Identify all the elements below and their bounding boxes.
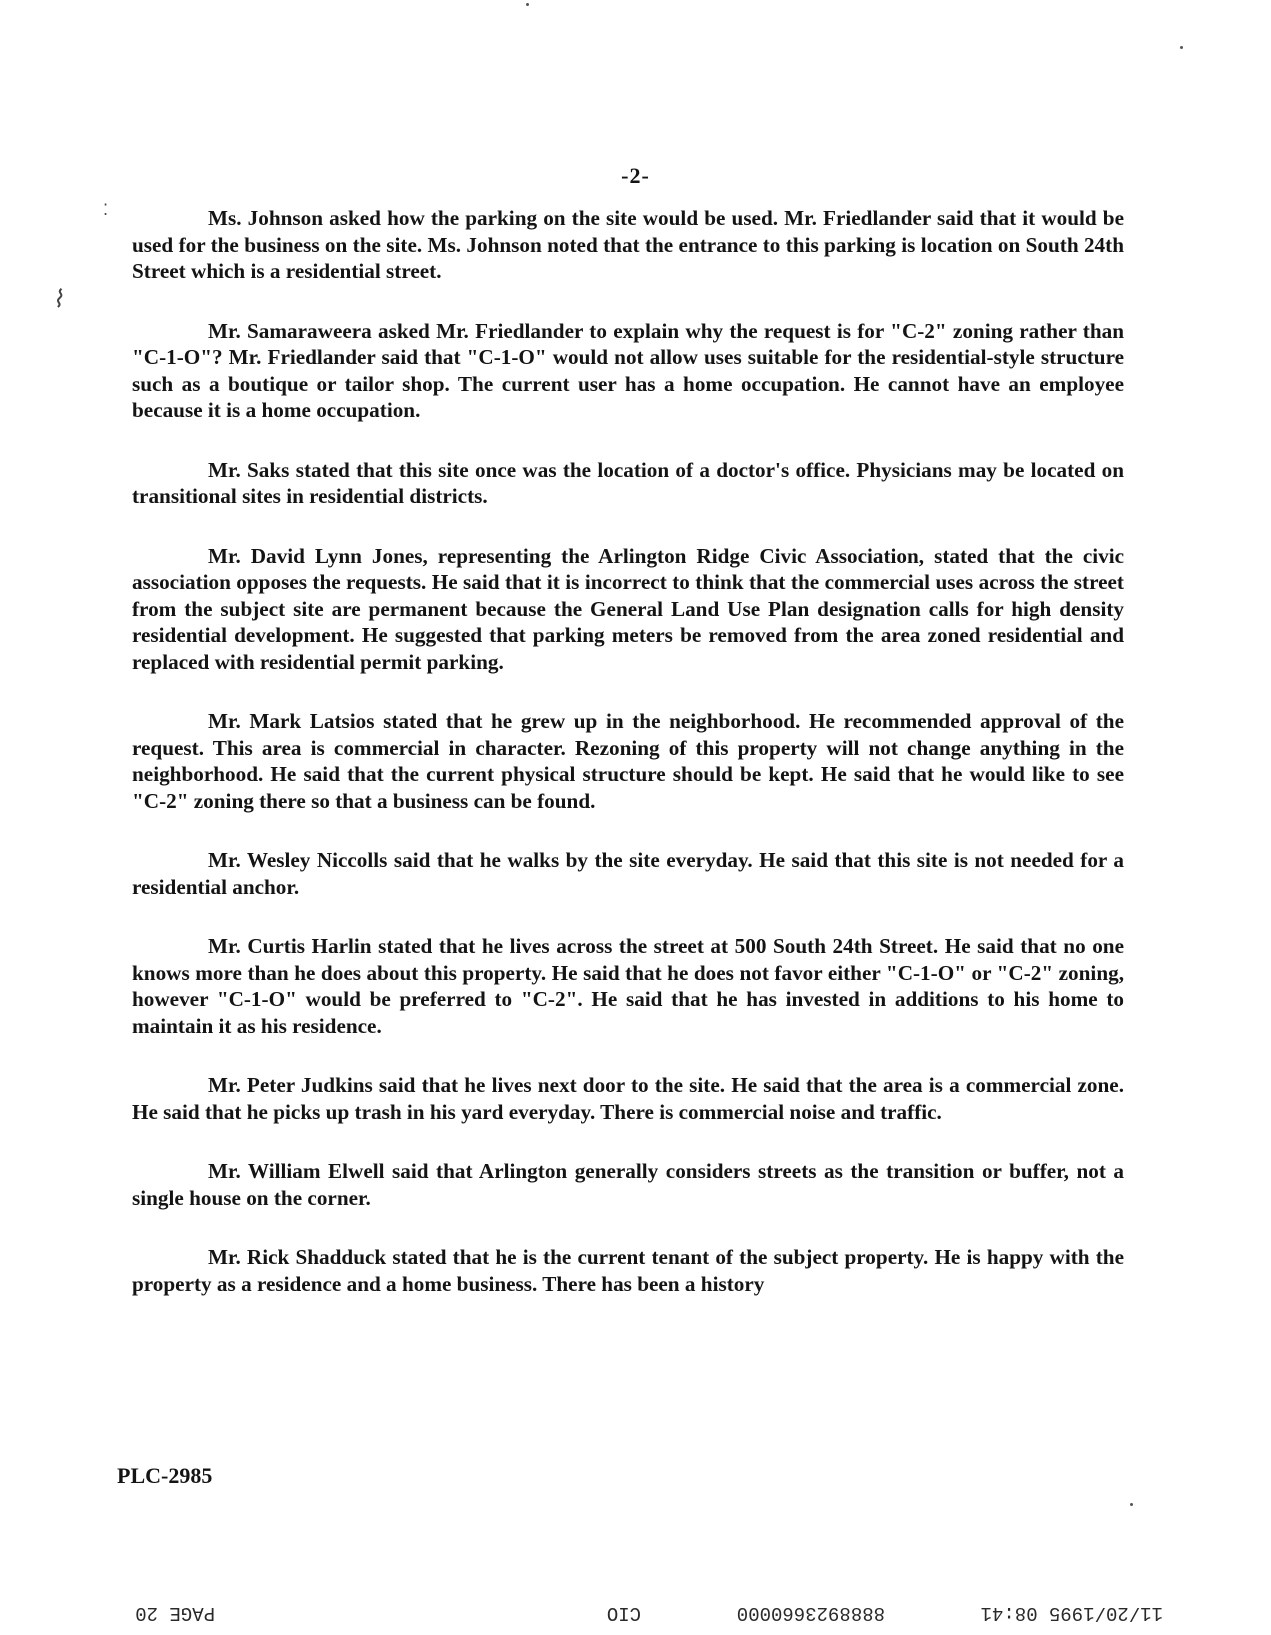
scan-speck (1130, 1503, 1133, 1506)
paragraph: Mr. Rick Shadduck stated that he is the current tenant of the subject property. He is happy with the property as a residence and a home business. There has been a history (132, 1245, 1124, 1296)
scan-speck (526, 3, 529, 6)
scan-speck (1180, 46, 1183, 49)
document-id: PLC-2985 (117, 1463, 213, 1488)
paragraph: Mr. David Lynn Jones, representing the Arlington Ridge Civic Association, stated that the civic association opposes the requests. He said that it is incorrect to think that the commercial uses across the street from the subject site are permanent because the General Land Use Plan designation calls for high density residential development. He suggested that parking meters be removed from the area zoned residential and replaced with residential permit parking. (132, 543, 1124, 674)
paragraph: Mr. Peter Judkins said that he lives next door to the site. He said that the area is a commercial zone. He said that he picks up trash in his yard everyday. There is commercial noise and traffic. (132, 1073, 1124, 1124)
paragraph: Mr. William Elwell said that Arlington generally considers streets as the transition or buffer, not a single house on the corner. (132, 1159, 1124, 1210)
fax-number: 8888923660000 (736, 1602, 885, 1624)
fax-page-number: PAGE 20 (135, 1602, 215, 1624)
paragraph: Mr. Samaraweera asked Mr. Friedlander to explain why the request is for "C-2" zoning rather than "C-1-O"? Mr. Friedlander said that "C-1-O" would not allow uses suitable for the residential-style structure such as a boutique or tailor shop. The current user has a home occupation. He cannot have an employee because it is a home occupation. (132, 318, 1124, 422)
fax-transmission-header (0, 1600, 1271, 1628)
margin-initials-mark: ⌇ (52, 285, 64, 313)
margin-scribble: ⁚ (103, 200, 109, 219)
body-text (132, 205, 1124, 1330)
paragraph: Mr. Curtis Harlin stated that he lives across the street at 500 South 24th Street. He said that no one knows more than he does about this property. He said that he does not favor either "C-1-O" or "C-2" zoning, however "C-1-O" would be preferred to "C-2". He said that he has invested in additions to his home to maintain it as his residence. (132, 934, 1124, 1038)
page-number: -2- (621, 163, 650, 188)
paragraph: Mr. Saks stated that this site once was the location of a doctor's office. Physicians may be located on transitional sites in residential districts. (132, 457, 1124, 508)
paragraph: Ms. Johnson asked how the parking on the site would be used. Mr. Friedlander said that it would be used for the business on the site. Ms. Johnson noted that the entrance to this parking is location on South 24th Street which is a residential street. (132, 206, 1124, 283)
fax-organization: CIO (606, 1602, 641, 1624)
fax-timestamp: 11/20/1995 08:41 (980, 1602, 1163, 1624)
paragraph: Mr. Mark Latsios stated that he grew up in the neighborhood. He recommended approval of the request. This area is commercial in character. Rezoning of this property will not change anything in the neighborhood. He said that the current physical structure should be kept. He said that he would like to see "C-2" zoning there so that a business can be found. (132, 709, 1124, 813)
paragraph: Mr. Wesley Niccolls said that he walks by the site everyday. He said that this site is not needed for a residential anchor. (132, 848, 1124, 899)
